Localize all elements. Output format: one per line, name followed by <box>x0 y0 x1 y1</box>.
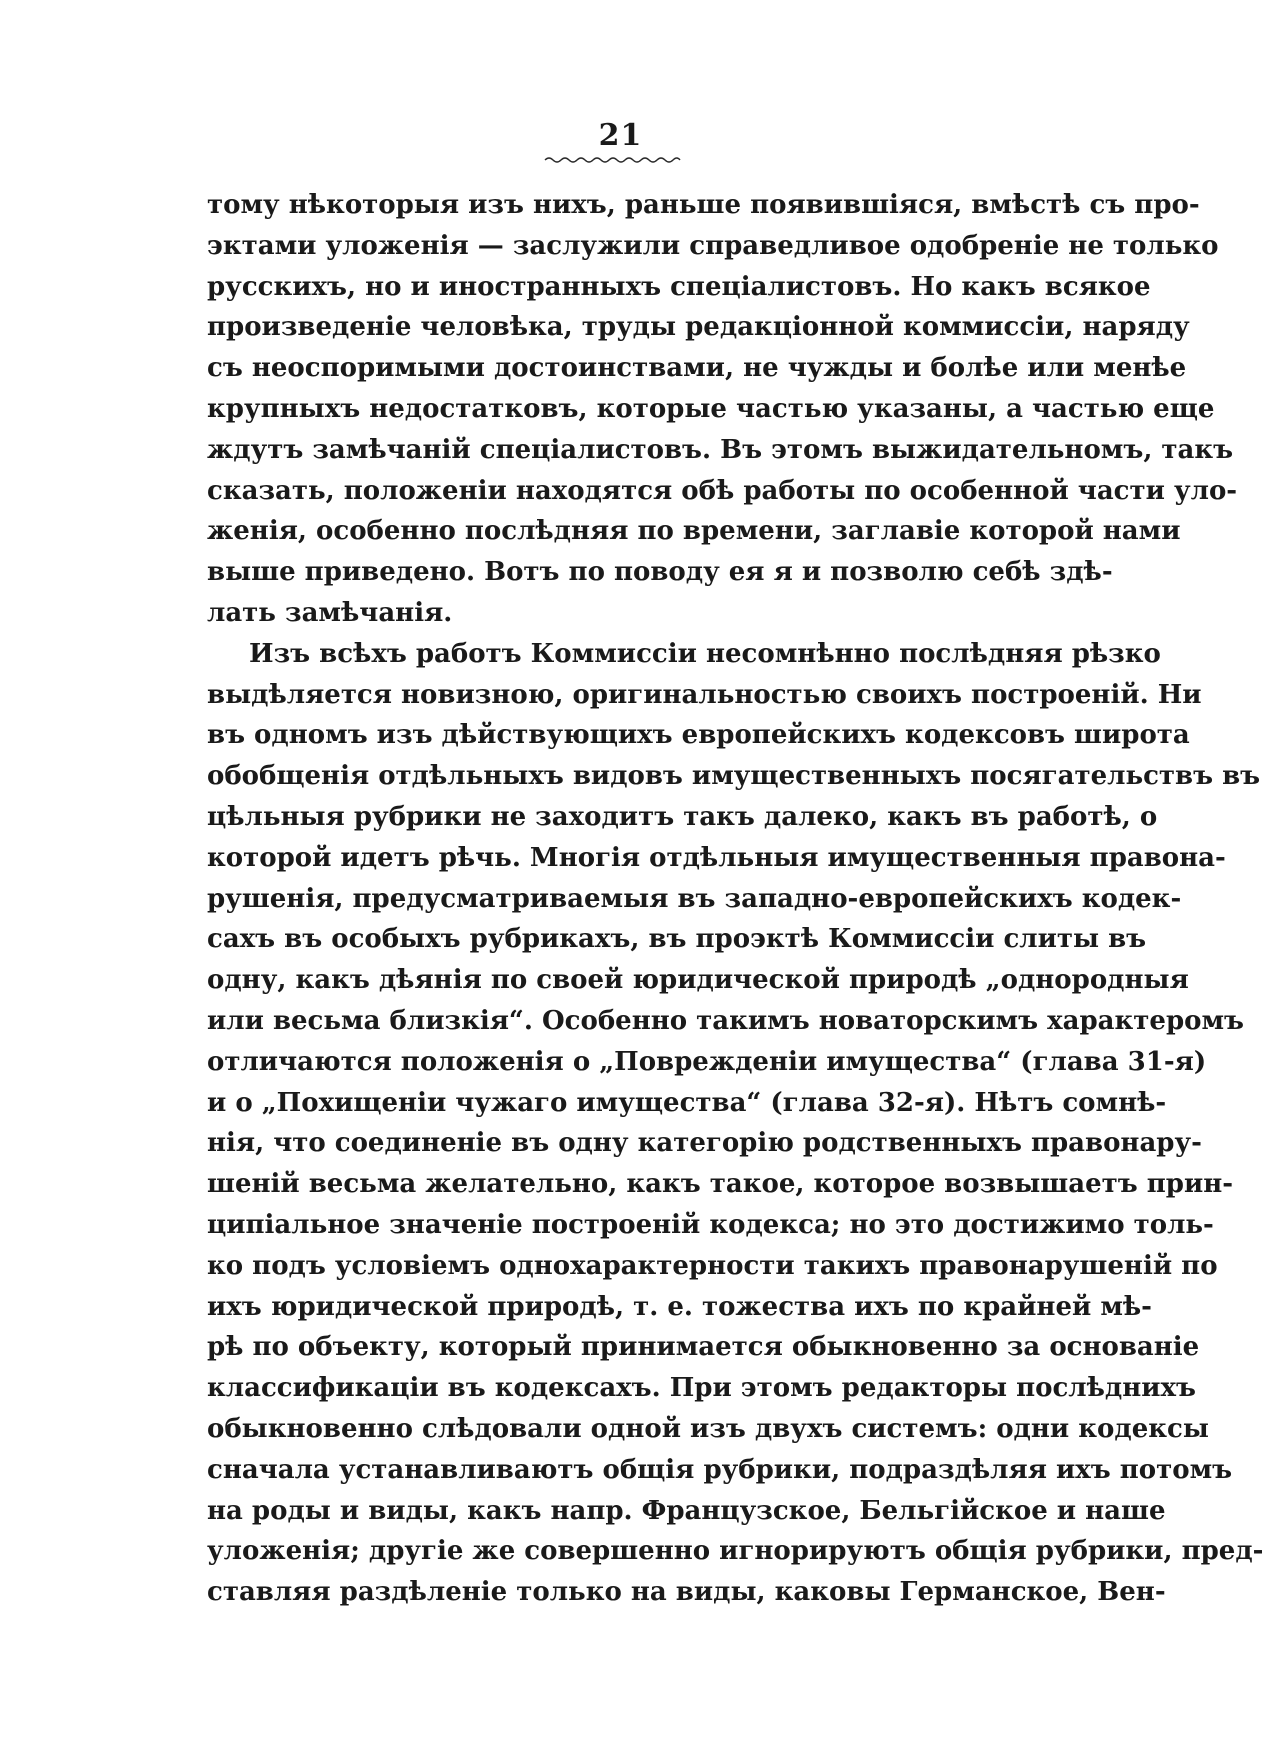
text-line: шеній весьма желательно, какъ такое, которое возвышаетъ прин- <box>207 1169 1234 1200</box>
text-line: Изъ всѣхъ работъ Коммиссіи несомнѣнно послѣдняя рѣзко <box>249 638 1161 669</box>
text-line: нія, что соединеніе въ одну категорію родственныхъ правонару- <box>207 1128 1202 1159</box>
text-line: и о „Похищеніи чужаго имущества“ (глава 32-я). Нѣтъ сомнѣ- <box>207 1087 1167 1118</box>
text-line: ципіальное значеніе построеній кодекса; но это достижимо толь- <box>207 1209 1214 1240</box>
text-line: которой идетъ рѣчь. Многія отдѣльныя имущественныя правона- <box>207 842 1226 873</box>
text-line: рѣ по объекту, который принимается обыкновенно за основаніе <box>207 1332 1200 1363</box>
text-line: лать замѣчанія. <box>207 597 453 628</box>
body-text <box>207 185 1263 1613</box>
text-line: цѣльныя рубрики не заходитъ такъ далеко, какъ въ работѣ, о <box>207 801 1158 832</box>
text-line: обобщенія отдѣльныхъ видовъ имущественныхъ посягательствъ въ <box>207 761 1261 792</box>
text-line: на роды и виды, какъ напр. Французское, Бельгійское и наше <box>207 1495 1166 1526</box>
page-number-ornament <box>545 155 680 165</box>
page-number: 21 <box>598 118 643 153</box>
text-line: тому нѣкоторыя изъ нихъ, раньше появившіяся, вмѣстѣ съ про- <box>207 190 1200 220</box>
text-line: рушенія, предусматриваемыя въ западно-европейскихъ кодек- <box>207 883 1182 914</box>
text-line: сначала устанавливаютъ общія рубрики, подраздѣляя ихъ потомъ <box>207 1454 1233 1485</box>
text-line: съ неоспоримыми достоинствами, не чужды и болѣе или менѣе <box>207 353 1187 384</box>
text-line: уложенія; другіе же совершенно игнорируютъ общія рубрики, пред- <box>207 1536 1263 1567</box>
text-line: крупныхъ недостатковъ, которые частью указаны, а частью еще <box>207 393 1215 424</box>
text-line: произведеніе человѣка, труды редакціонной коммиссіи, наряду <box>207 312 1190 343</box>
text-line: выдѣляется новизною, оригинальностью своихъ построеній. Ни <box>207 679 1202 710</box>
text-line: ко подъ условіемъ однохарактерности такихъ правонарушеній по <box>207 1250 1218 1281</box>
text-line: сахъ въ особыхъ рубрикахъ, въ проэктѣ Коммиссіи слиты въ <box>207 924 1147 955</box>
text-line: женія, особенно послѣдняя по времени, заглавіе которой нами <box>207 516 1181 547</box>
text-line: или весьма близкія“. Особенно такимъ новаторскимъ характеромъ <box>207 1005 1244 1036</box>
text-line: классификаціи въ кодексахъ. При этомъ редакторы послѣднихъ <box>207 1373 1196 1404</box>
text-line: выше приведено. Вотъ по поводу ея я и позволю себѣ здѣ- <box>207 557 1113 588</box>
text-line: ставляя раздѣленіе только на виды, каковы Германское, Вен- <box>207 1577 1166 1608</box>
text-line: отличаются положенія о „Поврежденіи имущества“ (глава 31-я) <box>207 1046 1207 1077</box>
text-line: сказать, положеніи находятся обѣ работы по особенной части уло- <box>207 475 1238 506</box>
text-line: эктами уложенія — заслужили справедливое одобреніе не только <box>207 230 1219 261</box>
text-line: одну, какъ дѣянія по своей юридической природѣ „однородныя <box>207 965 1189 996</box>
text-line: русскихъ, но и иностранныхъ спеціалистовъ. Но какъ всякое <box>207 271 1151 302</box>
text-line: ихъ юридической природѣ, т. е. тожества ихъ по крайней мѣ- <box>207 1291 1152 1322</box>
text-line: обыкновенно слѣдовали одной изъ двухъ системъ: одни кодексы <box>207 1413 1209 1444</box>
text-line: въ одномъ изъ дѣйствующихъ европейскихъ кодексовъ широта <box>207 720 1190 751</box>
text-line: ждутъ замѣчаній спеціалистовъ. Въ этомъ выжидательномъ, такъ <box>207 434 1234 465</box>
